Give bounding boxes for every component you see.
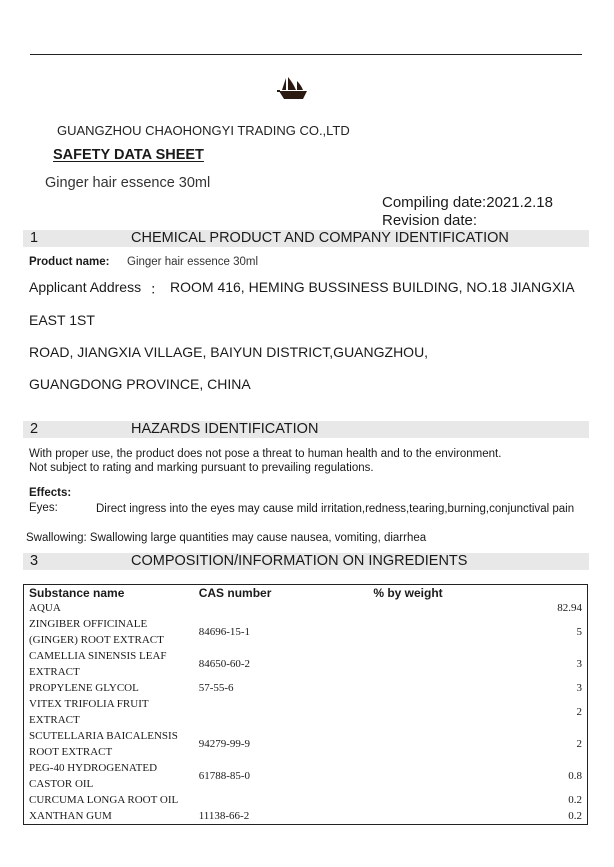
cas-number	[199, 792, 296, 808]
table-row	[24, 616, 588, 648]
address-line: GUANGDONG PROVINCE, CHINA	[29, 376, 251, 392]
weight-percent: 0.2	[568, 810, 582, 822]
document-title: SAFETY DATA SHEET	[53, 147, 204, 163]
composition-table	[23, 584, 588, 825]
section-2-header	[23, 421, 589, 438]
ship-logo-icon	[276, 76, 310, 100]
product-name-label: Product name:	[29, 256, 110, 268]
cas-number: 84696-15-1	[198, 626, 251, 638]
company-name: GUANGZHOU CHAOHONGYI TRADING CO.,LTD	[57, 123, 350, 138]
weight-percent: 0.2	[568, 794, 582, 806]
table-row	[24, 728, 588, 760]
compiling-date: Compiling date:2021.2.18	[382, 194, 553, 211]
effects-label: Effects:	[29, 487, 72, 499]
cas-number: 61788-85-0	[198, 770, 251, 782]
hazard-statement: Not subject to rating and marking pursuant to prevailing regulations.	[29, 462, 374, 474]
cas-number: 94279-99-9	[198, 738, 251, 750]
table-row	[24, 648, 588, 680]
table-row	[24, 696, 588, 728]
substance-name: PEG-40 HYDROGENATED CASTOR OIL	[29, 762, 158, 790]
substance-name: XANTHAN GUM	[29, 810, 112, 822]
eyes-label: Eyes:	[29, 502, 58, 514]
weight-percent: 5	[576, 626, 582, 638]
cas-number	[199, 600, 296, 616]
weight-percent: 3	[576, 658, 582, 670]
section-title: CHEMICAL PRODUCT AND COMPANY IDENTIFICATION	[131, 230, 509, 246]
cas-number: 84650-60-2	[198, 658, 251, 670]
column-header-weight: % by weight	[373, 585, 443, 600]
weight-percent: 2	[576, 738, 582, 750]
substance-name: CAMELLIA SINENSIS LEAF EXTRACT	[29, 650, 167, 678]
table-row	[24, 680, 588, 696]
cas-number: 57-55-6	[198, 682, 234, 694]
address-line: ROOM 416, HEMING BUSSINESS BUILDING, NO.18 JIANGXIA	[170, 279, 575, 295]
table-row	[24, 808, 588, 825]
table-row	[24, 760, 588, 792]
table-row	[24, 792, 588, 808]
table-header-row	[24, 585, 588, 601]
cas-number: 11138-66-2	[198, 810, 250, 822]
section-1-header	[23, 230, 589, 247]
product-name-value: Ginger hair essence 30ml	[127, 256, 259, 268]
substance-name: PROPYLENE GLYCOL	[29, 682, 139, 694]
section-number: 3	[30, 553, 39, 569]
revision-date: Revision date:	[382, 212, 478, 229]
section-3-header	[23, 553, 589, 570]
section-number: 1	[30, 230, 39, 246]
product-heading: Ginger hair essence 30ml	[45, 175, 211, 191]
column-header-cas: CAS number	[198, 585, 272, 600]
address-colon: ：	[150, 281, 164, 297]
section-number: 2	[30, 421, 39, 437]
column-header-substance: Substance name	[29, 585, 125, 600]
substance-name: VITEX TRIFOLIA FRUIT EXTRACT	[29, 698, 149, 726]
date-block	[382, 194, 553, 230]
hazard-statement: With proper use, the product does not pose a threat to human health and to the environment.	[29, 448, 502, 460]
weight-percent: 0.8	[568, 770, 582, 782]
swallowing-effect: Swallowing: Swallowing large quantities may cause nausea, vomiting, diarrhea	[26, 532, 427, 544]
substance-name: CURCUMA LONGA ROOT OIL	[29, 794, 179, 806]
substance-name: ZINGIBER OFFICINALE (GINGER) ROOT EXTRACT	[29, 618, 164, 646]
address-label: Applicant Address	[29, 279, 142, 295]
eyes-effect: Direct ingress into the eyes may cause mild irritation,redness,tearing,burning,conjunctival pain	[96, 503, 575, 515]
weight-percent: 3	[576, 682, 582, 694]
substance-name: SCUTELLARIA BAICALENSIS ROOT EXTRACT	[29, 730, 178, 758]
section-title: COMPOSITION/INFORMATION ON INGREDIENTS	[131, 553, 468, 569]
weight-percent: 2	[576, 706, 582, 718]
address-line: EAST 1ST	[29, 312, 95, 328]
table-row	[24, 600, 588, 616]
cas-number	[199, 696, 296, 728]
substance-name: AQUA	[29, 602, 61, 614]
top-rule	[30, 54, 582, 55]
address-line: ROAD, JIANGXIA VILLAGE, BAIYUN DISTRICT,GUANGZHOU,	[29, 344, 429, 360]
section-title: HAZARDS IDENTIFICATION	[131, 421, 319, 437]
weight-percent: 82.94	[557, 602, 582, 614]
